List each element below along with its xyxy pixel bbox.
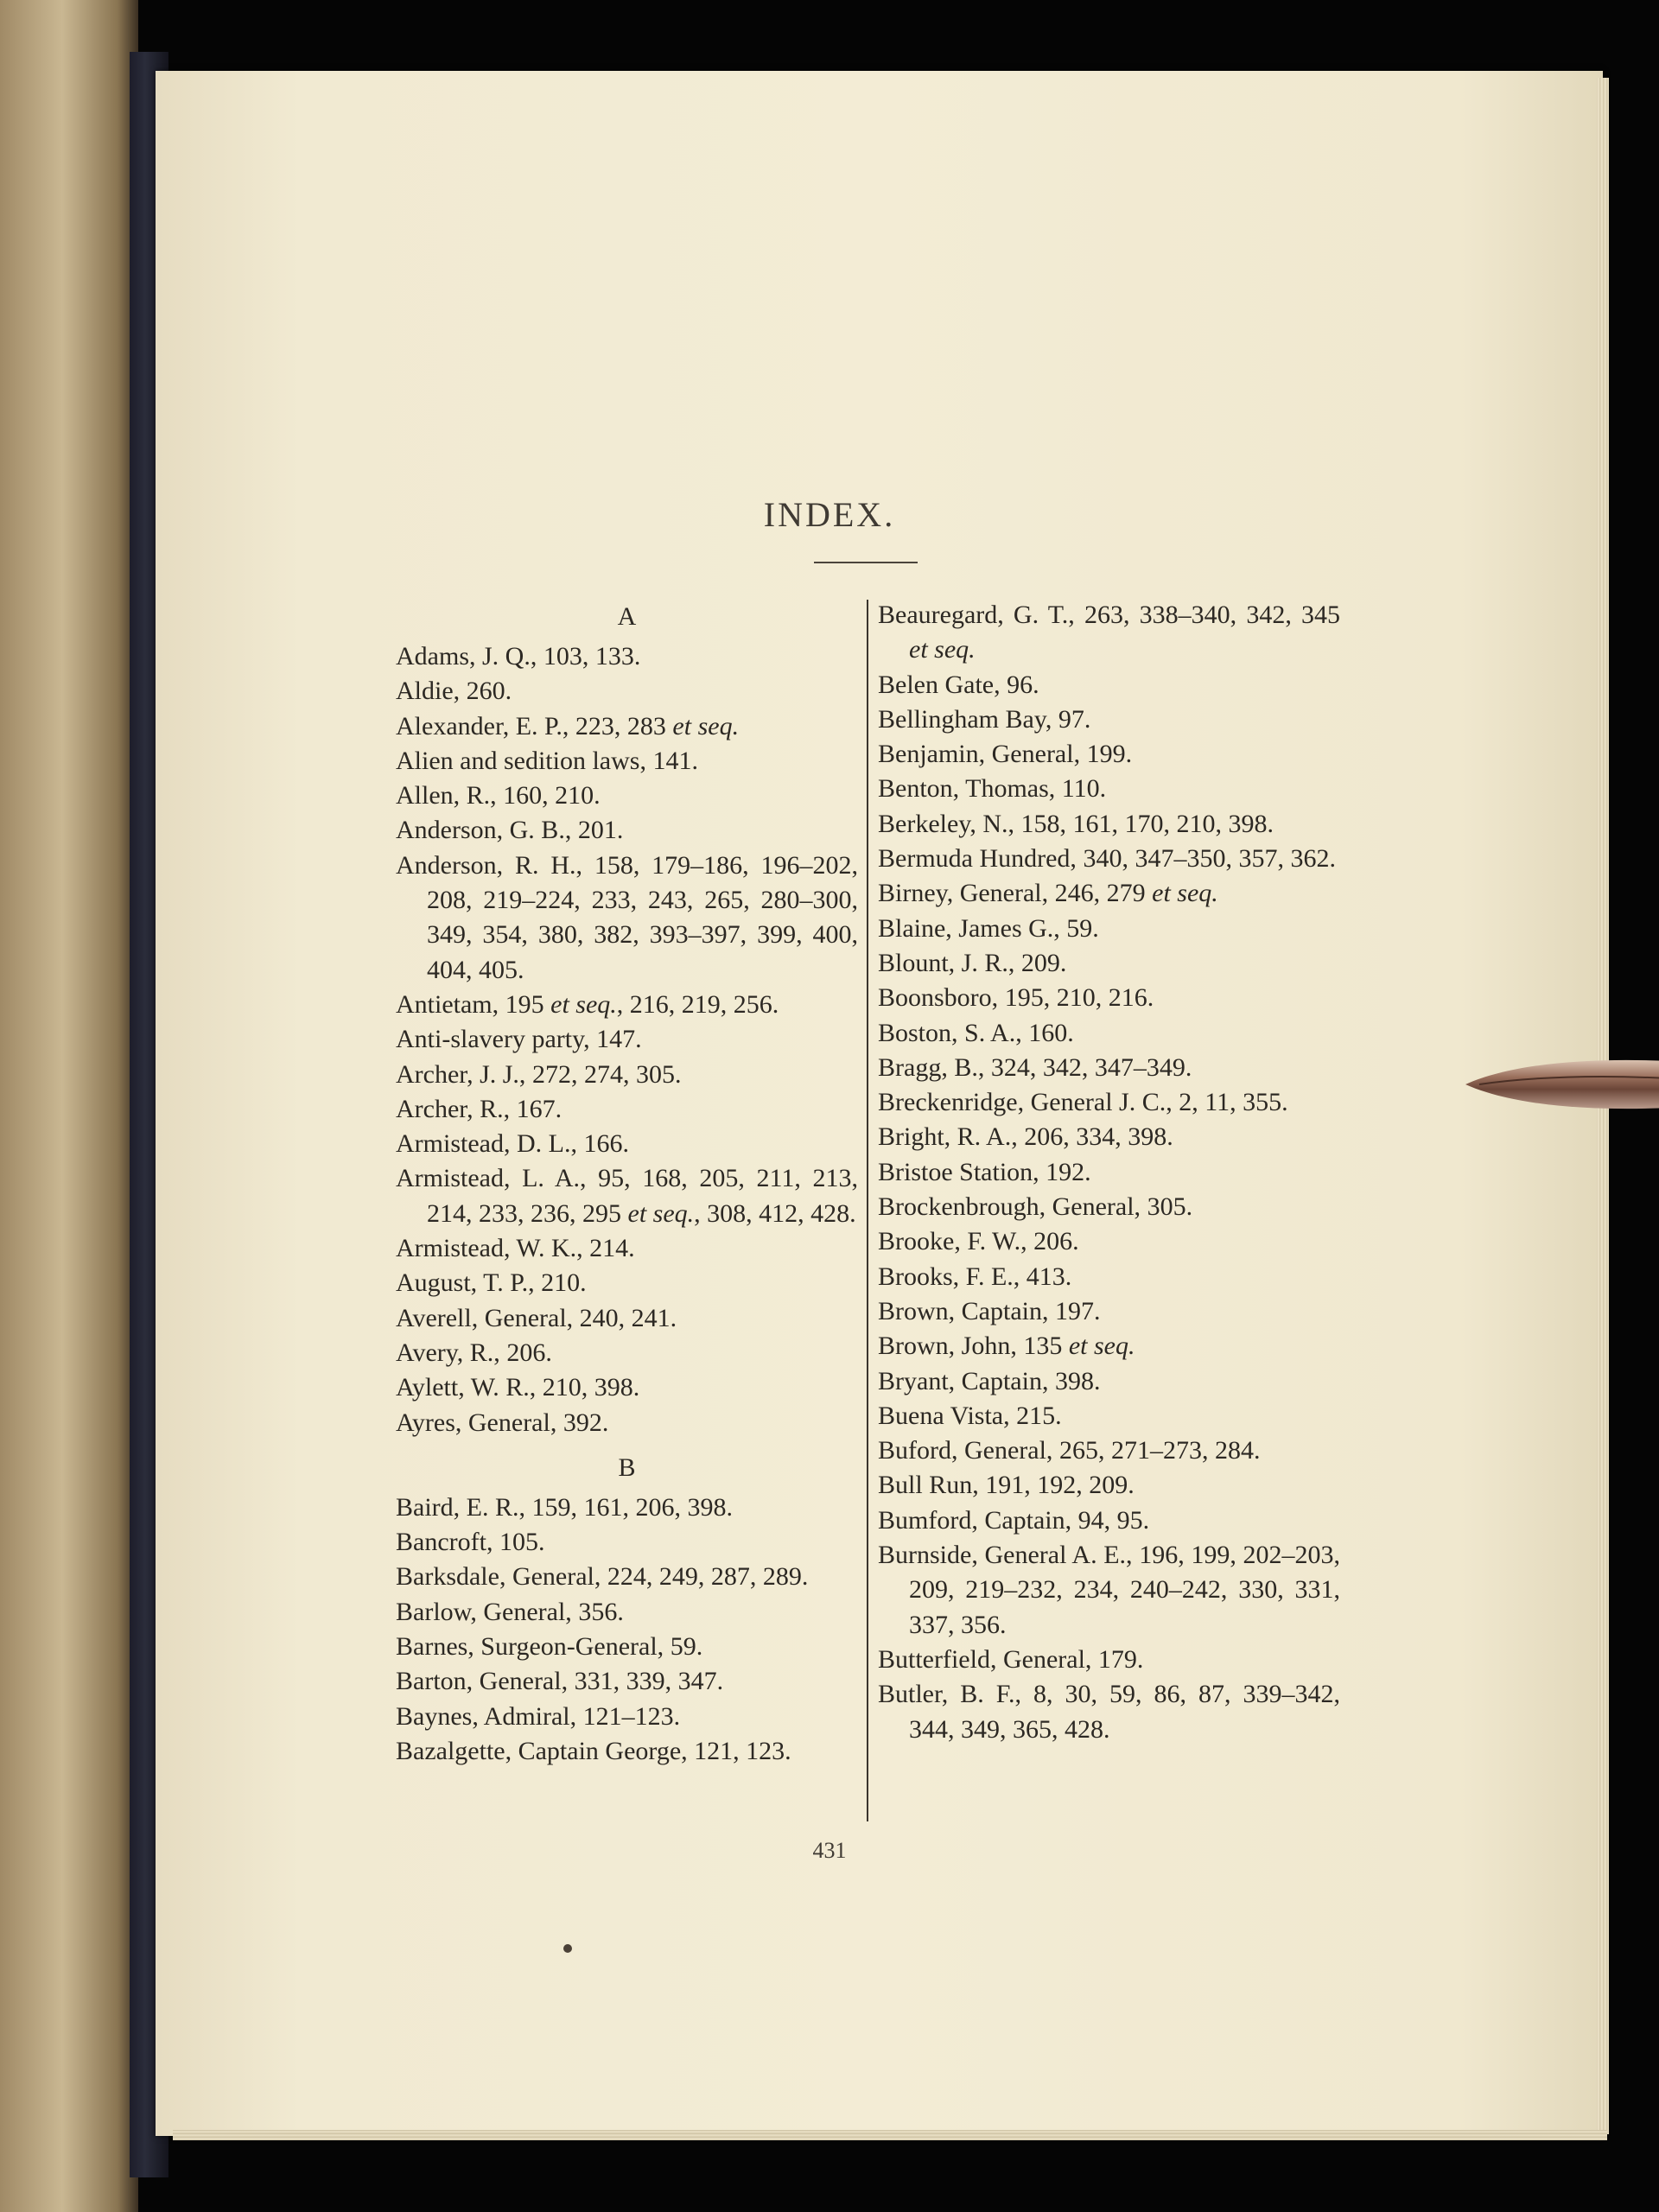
entry-et-seq: et seq. xyxy=(550,989,617,1019)
entry-et-seq: et seq. xyxy=(627,1198,695,1228)
index-entry xyxy=(878,1294,1340,1329)
entry-pages: 167. xyxy=(516,1094,563,1123)
title-rule xyxy=(814,562,918,563)
entry-pages: 110. xyxy=(1061,774,1107,804)
entry-pages: 413. xyxy=(1026,1262,1072,1291)
entry-name: Benjamin, General, xyxy=(878,740,1087,769)
entry-name: Bright, R. A., xyxy=(878,1122,1025,1152)
entry-name: Alien and sedition laws, xyxy=(396,746,653,775)
entry-pages: 206. xyxy=(506,1338,552,1367)
index-entry xyxy=(878,1190,1340,1224)
entry-name: Breckenridge, General J. C., xyxy=(878,1088,1179,1117)
entry-name: Brooke, F. W., xyxy=(878,1227,1034,1256)
index-entry xyxy=(396,1560,858,1594)
index-entry xyxy=(396,1266,858,1300)
entry-name: Bristoe Station, xyxy=(878,1157,1046,1186)
index-entry xyxy=(878,1051,1340,1085)
entry-pages: 265, 271–273, 284. xyxy=(1058,1436,1261,1465)
index-entry xyxy=(396,1700,858,1734)
entry-pages: 215. xyxy=(1016,1401,1062,1430)
index-entry xyxy=(878,737,1340,772)
entry-pages: 272, 274, 305. xyxy=(531,1059,682,1089)
entry-pages: 209. xyxy=(1020,948,1067,977)
entry-pages: 392. xyxy=(563,1408,609,1437)
index-entry xyxy=(878,1016,1340,1051)
index-entry xyxy=(396,674,858,709)
entry-pages: 96. xyxy=(1007,670,1039,699)
index-entry xyxy=(396,1630,858,1664)
entry-name: Aylett, W. R., xyxy=(396,1373,543,1402)
index-entry xyxy=(878,1329,1340,1363)
entry-name: Berkeley, N., xyxy=(878,809,1021,838)
index-entry xyxy=(878,1503,1340,1538)
entry-pages: 206. xyxy=(1033,1227,1079,1256)
index-entry xyxy=(878,1364,1340,1399)
entry-pages: 210, 398. xyxy=(542,1373,640,1402)
index-entry xyxy=(878,598,1340,668)
entry-pages: 121–123. xyxy=(582,1701,681,1731)
index-entry xyxy=(396,1734,858,1769)
entry-pages: 141. xyxy=(652,746,698,775)
entry-pages: 147. xyxy=(596,1025,642,1054)
index-entry xyxy=(878,772,1340,806)
entry-name: Anderson, R. H., xyxy=(396,850,594,880)
entry-pages: 192. xyxy=(1046,1157,1091,1186)
entry-pages: 135 xyxy=(1023,1332,1069,1361)
section-letter: A xyxy=(617,602,637,631)
index-entry xyxy=(396,813,858,848)
entry-name: Archer, J. J., xyxy=(396,1059,532,1089)
index-entry xyxy=(878,1085,1340,1120)
entry-pages: 158, 179–186, 196–202, 208, 219–224, 233, 243, 265, 280–300, 349, 354, 380, 382, 393–397, 399, 400, 404, 405. xyxy=(427,850,858,984)
entry-name: Ayres, General, xyxy=(396,1408,563,1437)
index-entry xyxy=(396,1058,858,1092)
entry-name: Aldie, xyxy=(396,677,467,706)
entry-pages: 223, 283 xyxy=(575,711,673,741)
entry-pages: 201. xyxy=(577,816,624,845)
entry-pages: 398. xyxy=(1054,1366,1101,1395)
entry-name: Blaine, James G., xyxy=(878,913,1067,943)
section-letter: B xyxy=(618,1452,636,1482)
entry-pages: 121, 123. xyxy=(694,1736,791,1765)
index-entry xyxy=(878,1120,1340,1154)
entry-et-seq: et seq. xyxy=(909,635,976,664)
page-title: INDEX. xyxy=(763,495,896,534)
page-stack-edge-bottom xyxy=(173,2130,1607,2140)
entry-name: August, T. P., xyxy=(396,1268,542,1298)
entry-name: Boston, S. A., xyxy=(878,1018,1029,1047)
entry-name: Bryant, Captain, xyxy=(878,1366,1055,1395)
entry-pages: 8, 30, 59, 86, 87, 339–342, 344, 349, 365, 428. xyxy=(909,1680,1340,1744)
entry-pages: 160, 210. xyxy=(503,781,601,810)
entry-pages: 97. xyxy=(1058,704,1091,734)
entry-pages: 246, 279 xyxy=(1054,879,1153,908)
entry-name: Bellingham Bay, xyxy=(878,704,1058,734)
entry-pages: 263, 338–340, 342, 345 xyxy=(1084,601,1340,629)
index-entry xyxy=(878,912,1340,946)
entry-pages: 95, 168, 205, 211, 213, 214, 233, 236, 295 xyxy=(427,1164,858,1228)
entry-pages: 331, 339, 347. xyxy=(574,1667,724,1696)
index-entry xyxy=(878,981,1340,1015)
entry-pages: 59. xyxy=(670,1632,703,1662)
entry-name: Blount, J. R., xyxy=(878,948,1021,977)
entry-pages: 196, 199, 202–203, 209, 219–232, 234, 240–242, 330, 331, 337, 356. xyxy=(909,1541,1340,1639)
paper-speck xyxy=(563,1944,572,1953)
entry-pages: 59. xyxy=(1066,913,1099,943)
index-entry xyxy=(878,1433,1340,1468)
entry-name: Armistead, W. K., xyxy=(396,1234,590,1263)
entry-pages: , 308, 412, 428. xyxy=(694,1198,856,1228)
entry-name: Bull Run, xyxy=(878,1471,986,1500)
entry-name: Brooks, F. E., xyxy=(878,1262,1027,1291)
index-entry xyxy=(396,744,858,779)
index-entry xyxy=(878,876,1340,911)
entry-name: Benton, Thomas, xyxy=(878,774,1062,804)
index-entry xyxy=(878,807,1340,842)
entry-name: Barksdale, General, xyxy=(396,1562,607,1592)
entry-pages: 224, 249, 287, 289. xyxy=(607,1562,809,1592)
index-entry xyxy=(878,1468,1340,1503)
entry-name: Averell, General, xyxy=(396,1303,580,1332)
entry-pages: 340, 347–350, 357, 362. xyxy=(1083,844,1336,874)
index-entry xyxy=(878,1399,1340,1433)
entry-et-seq: et seq. xyxy=(1152,879,1218,908)
index-entry xyxy=(396,779,858,813)
index-entry xyxy=(396,1301,858,1336)
entry-name: Bumford, Captain, xyxy=(878,1505,1078,1535)
index-entry xyxy=(396,1231,858,1266)
index-entry xyxy=(878,1538,1340,1643)
index-entry xyxy=(878,946,1340,981)
index-entry xyxy=(396,1022,858,1057)
entry-name: Brown, John, xyxy=(878,1332,1024,1361)
entry-name: Armistead, L. A., xyxy=(396,1164,599,1193)
index-entry xyxy=(396,1092,858,1127)
entry-name: Armistead, D. L., xyxy=(396,1129,584,1159)
entry-pages: 260. xyxy=(466,677,512,706)
entry-pages: 191, 192, 209. xyxy=(985,1471,1135,1500)
entry-pages: 199. xyxy=(1086,740,1133,769)
entry-name: Alexander, E. P., xyxy=(396,711,575,741)
entry-name: Barlow, General, xyxy=(396,1597,579,1626)
index-column-left xyxy=(396,598,858,1769)
entry-name: Bermuda Hundred, xyxy=(878,844,1084,874)
index-entry xyxy=(396,1525,858,1560)
entry-pages: 179. xyxy=(1097,1644,1144,1674)
index-entry xyxy=(396,849,858,988)
entry-pages: 214. xyxy=(589,1234,635,1263)
entry-name: Birney, General, xyxy=(878,879,1055,908)
entry-pages: 356. xyxy=(578,1597,624,1626)
entry-name: Anderson, G. B., xyxy=(396,816,578,845)
entry-pages: 103, 133. xyxy=(543,642,641,671)
index-entry xyxy=(878,1643,1340,1677)
entry-pages: 206, 334, 398. xyxy=(1024,1122,1173,1152)
entry-name: Beauregard, G. T., xyxy=(878,601,1084,629)
index-entry xyxy=(396,1127,858,1161)
entry-name: Avery, R., xyxy=(396,1338,507,1367)
entry-pages: 240, 241. xyxy=(579,1303,677,1332)
entry-pages: 94, 95. xyxy=(1077,1505,1150,1535)
entry-pages: 305. xyxy=(1147,1192,1193,1222)
entry-name: Adams, J. Q., xyxy=(396,642,543,671)
entry-pages: 158, 161, 170, 210, 398. xyxy=(1020,809,1274,838)
entry-pages: , 216, 219, 256. xyxy=(616,989,779,1019)
index-entry xyxy=(878,1155,1340,1190)
entry-name: Brockenbrough, General, xyxy=(878,1192,1147,1222)
index-entry xyxy=(396,1664,858,1699)
index-entry xyxy=(878,668,1340,702)
entry-pages: 324, 342, 347–349. xyxy=(990,1052,1192,1082)
entry-name: Buena Vista, xyxy=(878,1401,1017,1430)
index-entry xyxy=(878,1224,1340,1259)
entry-pages: 210. xyxy=(541,1268,587,1298)
entry-name: Antietam, xyxy=(396,989,505,1019)
index-entry xyxy=(878,842,1340,876)
facing-page-edge xyxy=(0,0,138,2212)
entry-pages: 166. xyxy=(583,1129,629,1159)
page-number: 431 xyxy=(812,1838,847,1863)
index-entry xyxy=(396,639,858,674)
entry-name: Belen Gate, xyxy=(878,670,1007,699)
entry-name: Archer, R., xyxy=(396,1094,517,1123)
index-entry xyxy=(878,1260,1340,1294)
index-entry xyxy=(878,702,1340,737)
entry-name: Anti-slavery party, xyxy=(396,1025,597,1054)
entry-name: Barton, General, xyxy=(396,1667,575,1696)
entry-et-seq: et seq. xyxy=(672,711,740,741)
entry-name: Butler, B. F., xyxy=(878,1680,1034,1709)
entry-pages: 160. xyxy=(1028,1018,1074,1047)
index-entry xyxy=(396,709,858,744)
index-entry xyxy=(396,1491,858,1525)
entry-name: Barnes, Surgeon-General, xyxy=(396,1632,671,1662)
entry-name: Burnside, General A. E., xyxy=(878,1541,1140,1570)
entry-et-seq: et seq. xyxy=(1068,1332,1135,1361)
entry-pages: 195, 210, 216. xyxy=(1004,983,1154,1013)
entry-name: Baird, E. R., xyxy=(396,1492,532,1522)
entry-name: Allen, R., xyxy=(396,781,504,810)
index-entry xyxy=(396,1336,858,1370)
entry-name: Brown, Captain, xyxy=(878,1296,1055,1325)
index-entry xyxy=(878,1677,1340,1747)
entry-pages: 2, 11, 355. xyxy=(1179,1088,1288,1117)
entry-pages: 195 xyxy=(505,989,551,1019)
entry-name: Bazalgette, Captain George, xyxy=(396,1736,695,1765)
entry-name: Butterfield, General, xyxy=(878,1644,1098,1674)
entry-name: Boonsboro, xyxy=(878,983,1005,1013)
index-entry xyxy=(396,1595,858,1630)
index-column-right xyxy=(878,598,1340,1747)
entry-pages: 105. xyxy=(499,1528,545,1557)
entry-pages: 159, 161, 206, 398. xyxy=(531,1492,733,1522)
index-entry xyxy=(396,988,858,1022)
entry-name: Buford, General, xyxy=(878,1436,1059,1465)
entry-name: Baynes, Admiral, xyxy=(396,1701,583,1731)
metal-page-pointer xyxy=(1462,1056,1659,1113)
index-entry xyxy=(396,1161,858,1231)
entry-name: Bancroft, xyxy=(396,1528,499,1557)
entry-pages: 197. xyxy=(1054,1296,1101,1325)
index-entry xyxy=(396,1406,858,1440)
entry-name: Bragg, B., xyxy=(878,1052,991,1082)
index-entry xyxy=(396,1370,858,1405)
column-divider xyxy=(867,600,868,1821)
